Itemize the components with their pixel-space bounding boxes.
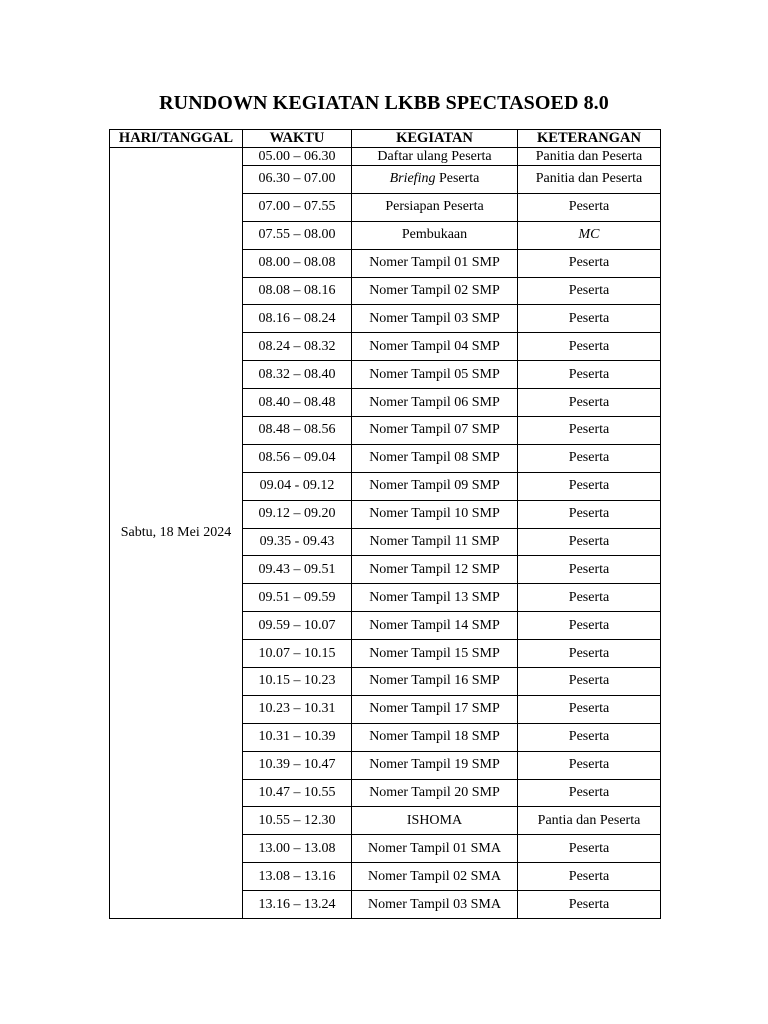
kegiatan-text: Nomer Tampil 06 SMP <box>369 394 500 410</box>
keterangan-text: Peserta <box>568 199 610 215</box>
kegiatan-text: Daftar ulang Peserta <box>377 148 492 164</box>
kegiatan-cell <box>352 668 518 696</box>
kegiatan-cell <box>352 863 518 891</box>
keterangan-cell <box>518 500 661 528</box>
table-header-row <box>110 130 661 148</box>
waktu-cell: 06.30 – 07.00 <box>243 166 352 194</box>
kegiatan-text: Nomer Tampil 02 SMA <box>368 868 501 884</box>
keterangan-text: Peserta <box>568 283 610 298</box>
keterangan-text: Peserta <box>568 310 610 326</box>
kegiatan-cell <box>352 472 518 500</box>
keterangan-text: Peserta <box>568 422 610 438</box>
waktu-cell: 10.23 – 10.31 <box>243 695 352 723</box>
waktu-cell: 10.07 – 10.15 <box>243 640 352 668</box>
waktu-cell: 08.32 – 08.40 <box>243 361 352 389</box>
waktu-cell: 08.24 – 08.32 <box>243 333 352 361</box>
keterangan-cell <box>518 891 661 919</box>
kegiatan-cell <box>352 891 518 919</box>
keterangan-text: Peserta <box>568 561 610 577</box>
keterangan-text: Peserta <box>568 757 610 773</box>
kegiatan-cell <box>352 249 518 277</box>
kegiatan-text: ISHOMA <box>406 812 463 828</box>
document-title: RUNDOWN KEGIATAN LKBB SPECTASOED 8.0 <box>159 92 609 114</box>
keterangan-text: Peserta <box>568 701 610 717</box>
keterangan-text: Peserta <box>568 366 610 382</box>
kegiatan-cell <box>352 148 518 166</box>
waktu-cell: 09.51 – 09.59 <box>243 584 352 612</box>
waktu-cell: 10.39 – 10.47 <box>243 751 352 779</box>
keterangan-text: Peserta <box>568 617 610 633</box>
table-row <box>110 148 661 166</box>
keterangan-cell <box>518 333 661 361</box>
kegiatan-text: Nomer Tampil 16 SMP <box>369 673 500 689</box>
waktu-cell: 05.00 – 06.30 <box>243 148 352 166</box>
kegiatan-cell <box>352 779 518 807</box>
kegiatan-cell <box>352 640 518 668</box>
kegiatan-text: Nomer Tampil 17 SMP <box>369 701 500 717</box>
header-keterangan: KETERANGAN <box>518 130 661 148</box>
kegiatan-cell <box>352 333 518 361</box>
kegiatan-cell <box>352 500 518 528</box>
kegiatan-text: Nomer Tampil 01 SMA <box>368 840 501 856</box>
kegiatan-cell <box>352 417 518 445</box>
keterangan-cell <box>518 584 661 612</box>
keterangan-cell <box>518 751 661 779</box>
waktu-cell: 10.31 – 10.39 <box>243 723 352 751</box>
keterangan-text: Peserta <box>568 534 610 550</box>
keterangan-cell <box>518 249 661 277</box>
kegiatan-text: Nomer Tampil 14 SMP <box>369 617 500 633</box>
day-date-cell: Sabtu, 18 Mei 2024 <box>110 148 243 919</box>
waktu-cell: 09.12 – 09.20 <box>243 500 352 528</box>
kegiatan-emphasis: Briefing <box>389 171 436 187</box>
kegiatan-text: Nomer Tampil 10 SMP <box>369 506 500 522</box>
keterangan-cell <box>518 863 661 891</box>
header-kegiatan: KEGIATAN <box>352 130 518 148</box>
kegiatan-text: Nomer Tampil 11 SMP <box>369 534 500 550</box>
waktu-cell: 07.55 – 08.00 <box>243 221 352 249</box>
waktu-cell: 08.56 – 09.04 <box>243 444 352 472</box>
kegiatan-cell <box>352 723 518 751</box>
keterangan-text: Panitia dan Peserta <box>535 148 643 164</box>
keterangan-text: Peserta <box>568 589 610 605</box>
keterangan-text: Pantia dan Peserta <box>537 812 641 828</box>
keterangan-text: Peserta <box>568 896 610 912</box>
waktu-cell: 09.04 - 09.12 <box>243 472 352 500</box>
waktu-cell: 08.48 – 08.56 <box>243 417 352 445</box>
waktu-cell: 13.00 – 13.08 <box>243 835 352 863</box>
keterangan-cell <box>518 417 661 445</box>
waktu-cell: 10.47 – 10.55 <box>243 779 352 807</box>
kegiatan-text: Nomer Tampil 19 SMP <box>369 757 500 773</box>
waktu-cell: 08.40 – 08.48 <box>243 389 352 417</box>
keterangan-cell <box>518 305 661 333</box>
keterangan-cell <box>518 361 661 389</box>
keterangan-text: Peserta <box>568 645 610 661</box>
keterangan-cell <box>518 444 661 472</box>
waktu-cell: 07.00 – 07.55 <box>243 193 352 221</box>
kegiatan-cell <box>352 807 518 835</box>
keterangan-text: Panitia dan Peserta <box>535 171 643 187</box>
keterangan-cell <box>518 528 661 556</box>
keterangan-cell <box>518 556 661 584</box>
waktu-cell: 09.59 – 10.07 <box>243 612 352 640</box>
kegiatan-cell <box>352 361 518 389</box>
kegiatan-text: Nomer Tampil 03 SMP <box>369 310 500 326</box>
kegiatan-text: Nomer Tampil 13 SMP <box>369 589 500 605</box>
keterangan-text: Peserta <box>568 840 610 856</box>
waktu-cell: 10.15 – 10.23 <box>243 668 352 696</box>
kegiatan-text: Nomer Tampil 07 SMP <box>369 422 500 438</box>
keterangan-cell <box>518 472 661 500</box>
keterangan-cell <box>518 779 661 807</box>
kegiatan-cell <box>352 584 518 612</box>
kegiatan-text: Persiapan Peserta <box>385 199 484 215</box>
kegiatan-text: Nomer Tampil 01 SMP <box>369 255 500 271</box>
keterangan-cell <box>518 612 661 640</box>
kegiatan-text: Nomer Tampil 09 SMP <box>369 478 500 494</box>
keterangan-text: Peserta <box>568 868 610 884</box>
header-hari-tanggal: HARI/TANGGAL <box>110 130 243 148</box>
kegiatan-cell <box>352 556 518 584</box>
kegiatan-cell <box>352 528 518 556</box>
keterangan-cell <box>518 166 661 194</box>
kegiatan-cell <box>352 221 518 249</box>
waktu-cell: 13.16 – 13.24 <box>243 891 352 919</box>
kegiatan-cell <box>352 612 518 640</box>
kegiatan-cell <box>352 695 518 723</box>
waktu-cell: 09.43 – 09.51 <box>243 556 352 584</box>
keterangan-text: Peserta <box>568 785 610 801</box>
kegiatan-text: Nomer Tampil 08 SMP <box>369 450 500 466</box>
kegiatan-cell <box>352 277 518 305</box>
keterangan-cell <box>518 807 661 835</box>
header-waktu: WAKTU <box>243 130 352 148</box>
kegiatan-cell <box>352 305 518 333</box>
kegiatan-cell <box>352 444 518 472</box>
waktu-cell: 08.08 – 08.16 <box>243 277 352 305</box>
kegiatan-text: Nomer Tampil 12 SMP <box>369 561 500 577</box>
kegiatan-text: Nomer Tampil 18 SMP <box>369 729 500 745</box>
kegiatan-cell <box>352 389 518 417</box>
keterangan-cell <box>518 277 661 305</box>
waktu-cell: 08.16 – 08.24 <box>243 305 352 333</box>
keterangan-cell <box>518 695 661 723</box>
waktu-cell: 09.35 - 09.43 <box>243 528 352 556</box>
keterangan-cell <box>518 835 661 863</box>
keterangan-cell <box>518 640 661 668</box>
kegiatan-text: Nomer Tampil 02 SMP <box>369 283 500 298</box>
kegiatan-text: Nomer Tampil 03 SMA <box>368 896 501 912</box>
keterangan-text: Peserta <box>568 255 610 271</box>
kegiatan-cell <box>352 751 518 779</box>
keterangan-cell <box>518 389 661 417</box>
waktu-cell: 10.55 – 12.30 <box>243 807 352 835</box>
keterangan-text: Peserta <box>568 338 610 354</box>
keterangan-cell <box>518 221 661 249</box>
keterangan-cell <box>518 668 661 696</box>
keterangan-text: Peserta <box>568 729 610 745</box>
kegiatan-cell <box>352 835 518 863</box>
rundown-table <box>109 129 661 919</box>
kegiatan-text: Nomer Tampil 15 SMP <box>369 645 500 661</box>
keterangan-text: Peserta <box>568 394 610 410</box>
kegiatan-text: Pembukaan <box>401 227 468 243</box>
waktu-cell: 08.00 – 08.08 <box>243 249 352 277</box>
keterangan-text: Peserta <box>568 450 610 466</box>
keterangan-text: Peserta <box>568 506 610 522</box>
keterangan-cell <box>518 723 661 751</box>
keterangan-text: Peserta <box>568 478 610 494</box>
keterangan-cell <box>518 193 661 221</box>
waktu-cell: 13.08 – 13.16 <box>243 863 352 891</box>
kegiatan-text: Nomer Tampil 05 SMP <box>369 366 500 382</box>
kegiatan-cell <box>352 166 518 194</box>
keterangan-text: Peserta <box>568 673 610 689</box>
keterangan-emphasis: MC <box>578 227 600 243</box>
kegiatan-text: Nomer Tampil 04 SMP <box>369 338 500 354</box>
keterangan-cell <box>518 148 661 166</box>
kegiatan-text: Nomer Tampil 20 SMP <box>369 785 500 801</box>
kegiatan-cell <box>352 193 518 221</box>
kegiatan-text: Peserta <box>435 171 480 187</box>
